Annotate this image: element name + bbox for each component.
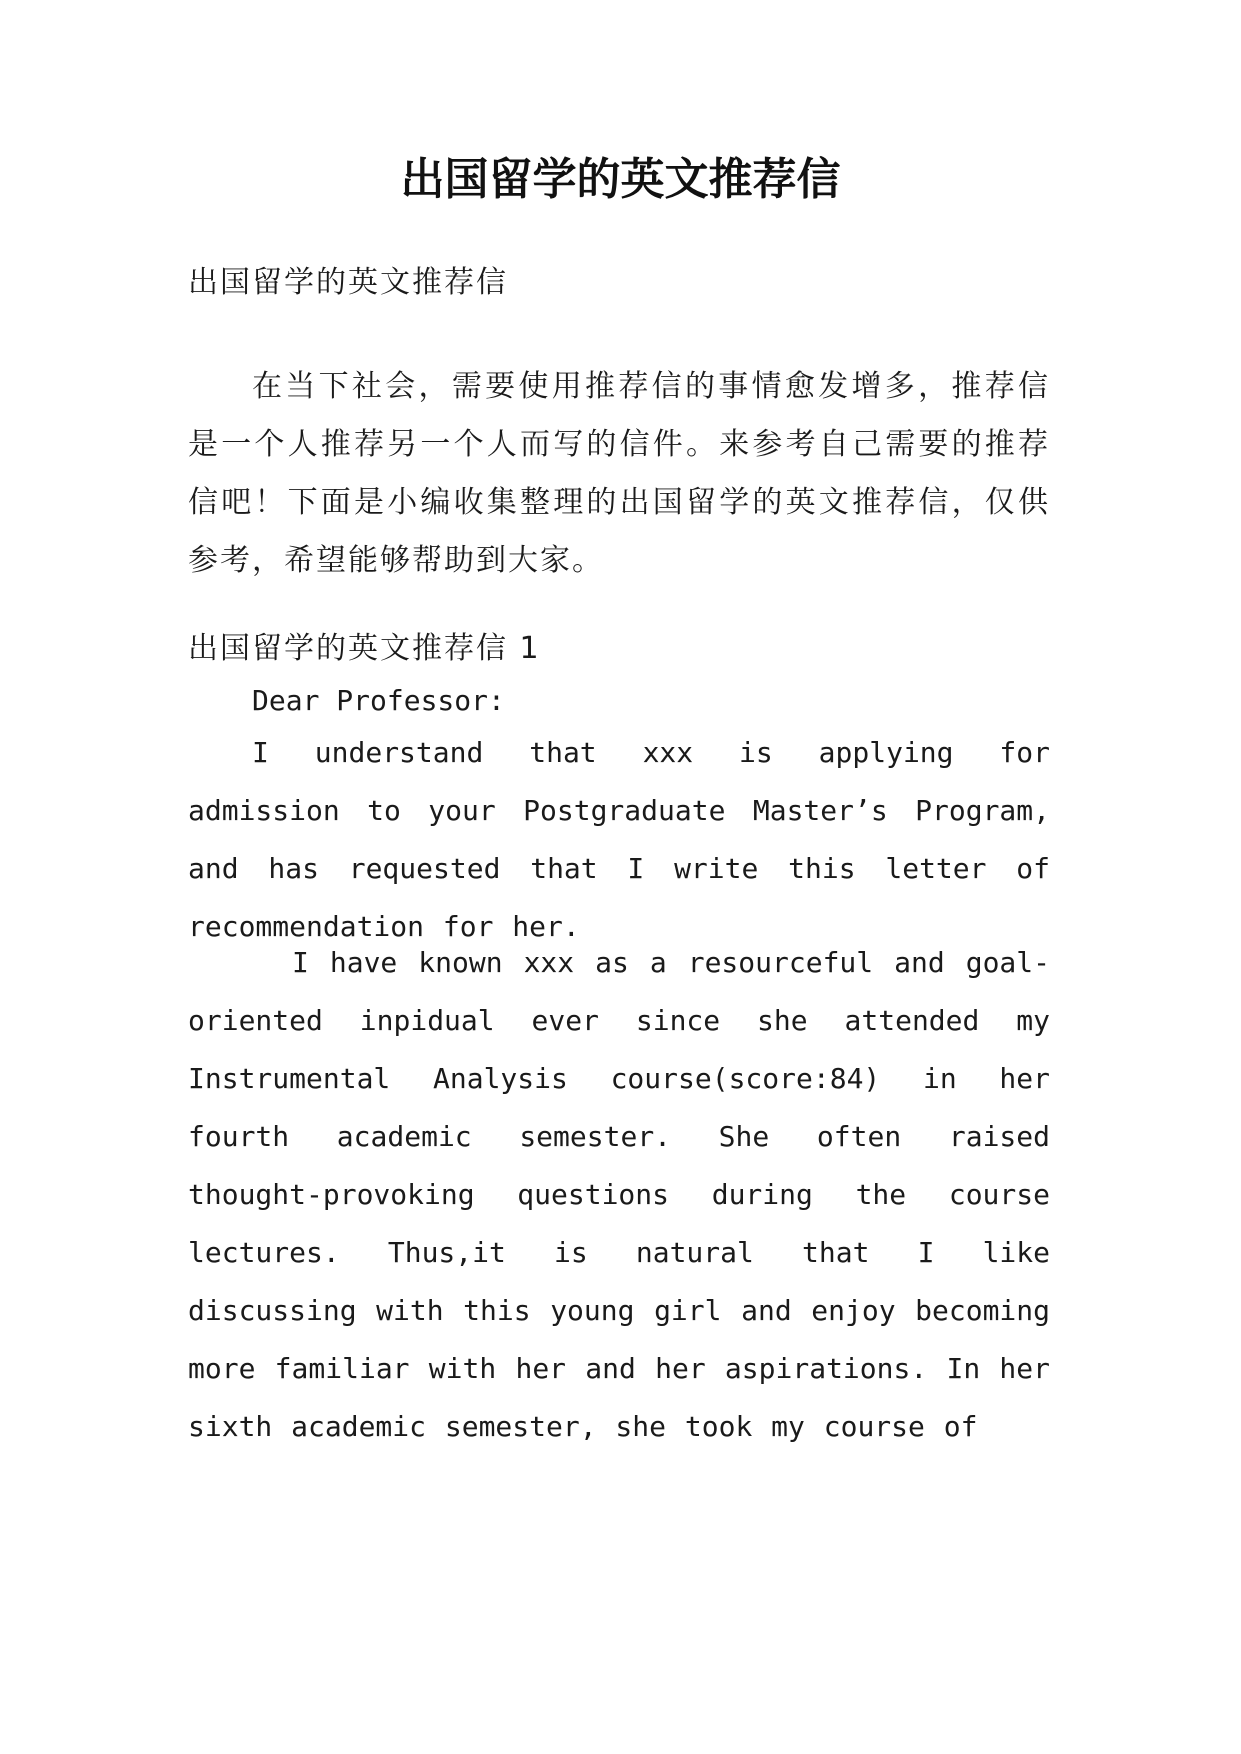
document-title: 出国留学的英文推荐信 [400,154,841,205]
section-heading: 出国留学的英文推荐信 1 [188,631,541,666]
document-subtitle: 出国留学的英文推荐信 [188,265,508,300]
letter-salutation: Dear Professor: [252,684,505,717]
intro-paragraph: 在当下社会，需要使用推荐信的事情愈发增多，推荐信是一个人推荐另一个人而写的信件。来参考自己需要的推荐信吧！下面是小编收集整理的出国留学的英文推荐信，仅供参考，希望能够帮助到大家。 [188,369,1050,578]
letter-paragraph-2: I have known xxx as a resourceful and goal-oriented inpidual ever since she attended my Instrumental Analysis course(score:84) in her fourth academic semester. She often raised thought-provoking questions during the course lectures. Thus,it is natural that I like discussing with this young girl and enjoy becoming more familiar with her and her aspirations. In her sixth academic semester, she took my course of [188,946,1050,1443]
letter-paragraph-1: I understand that xxx is applying for admission to your Postgraduate Master’s Program, and has requested that I write this letter of recommendation for her. [188,736,1050,943]
